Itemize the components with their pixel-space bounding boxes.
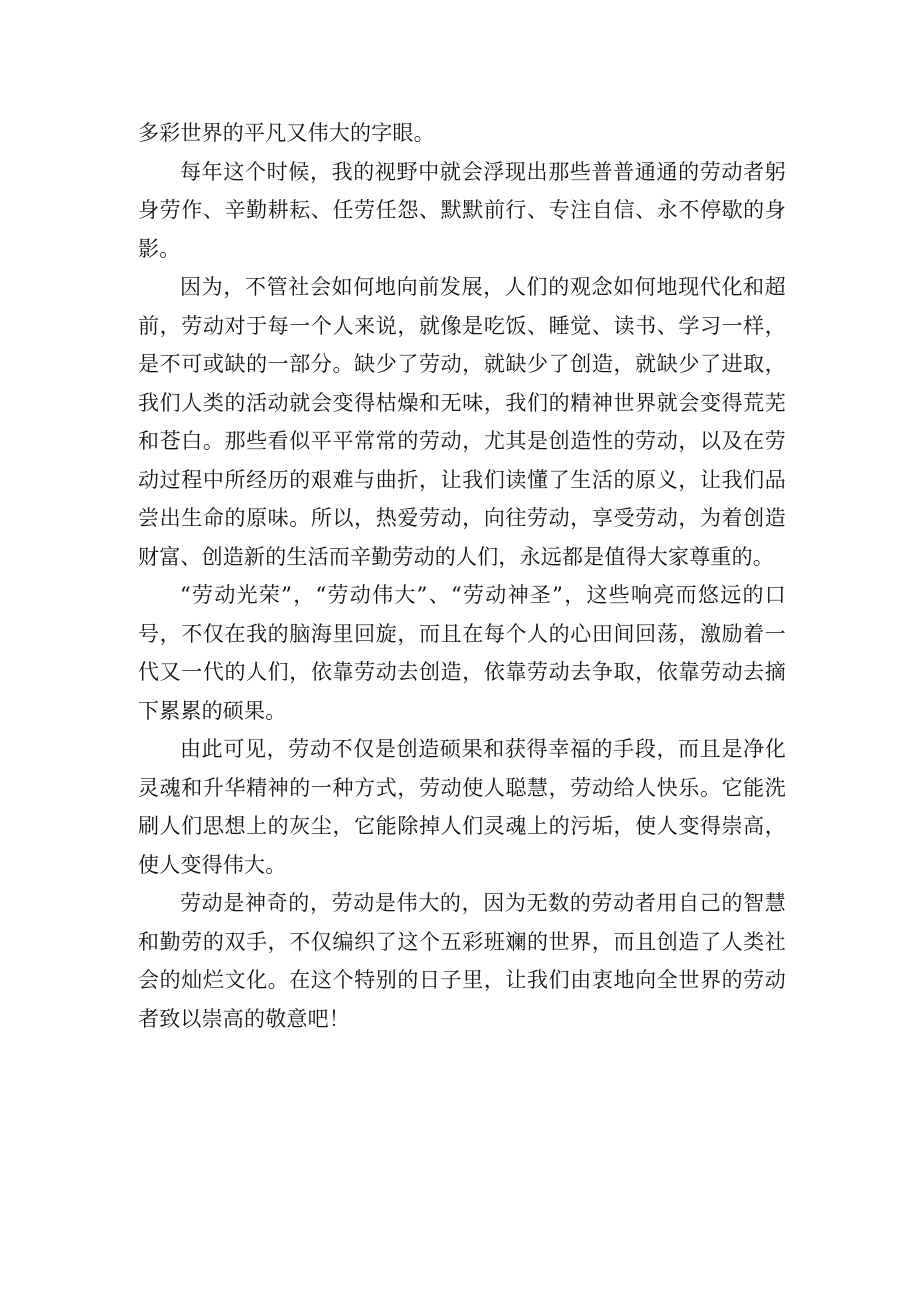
paragraph-3: 因为，不管社会如何地向前发展，人们的观念如何地现代化和超前，劳动对于每一个人来说，就像是吃饭、睡觉、读书、学习一样，是不可或缺的一部分。缺少了劳动，就缺少了创造，就缺少了进取，我们人类的活动就会变得枯燥和无味，我们的精神世界就会变得荒芜和苍白。那些看似平平常常的劳动，尤其是创造性的劳动，以及在劳动过程中所经历的艰难与曲折，让我们读懂了生活的原义，让我们品尝出生命的原味。所以，热爱劳动，向往劳动，享受劳动，为着创造财富、创造新的生活而辛勤劳动的人们，永远都是值得大家尊重的。 <box>138 275 786 569</box>
paragraph-5: 由此可见，劳动不仅是创造硕果和获得幸福的手段，而且是净化灵魂和升华精神的一种方式，劳动使人聪慧，劳动给人快乐。它能洗刷人们思想上的灰尘，它能除掉人们灵魂上的污垢，使人变得崇高，使人变得伟大。 <box>138 737 786 877</box>
paragraph-6: 劳动是神奇的，劳动是伟大的，因为无数的劳动者用自己的智慧和勤劳的双手，不仅编织了这个五彩班斓的世界，而且创造了人类社会的灿烂文化。在这个特别的日子里，让我们由衷地向全世界的劳动者致以崇高的敬意吧！ <box>138 891 786 1031</box>
paragraph-1: 多彩世界的平凡又伟大的字眼。 <box>138 121 435 145</box>
document-body <box>138 114 786 1038</box>
paragraph-2: 每年这个时候，我的视野中就会浮现出那些普普通通的劳动者躬身劳作、辛勤耕耘、任劳任怨、默默前行、专注自信、永不停歇的身影。 <box>138 159 786 261</box>
paragraph-4: “劳动光荣”，“劳动伟大”、“劳动神圣”，这些响亮而悠远的口号，不仅在我的脑海里回旋，而且在每个人的心田间回荡，激励着一代又一代的人们，依靠劳动去创造，依靠劳动去争取，依靠劳动去摘下累累的硕果。 <box>138 583 786 723</box>
